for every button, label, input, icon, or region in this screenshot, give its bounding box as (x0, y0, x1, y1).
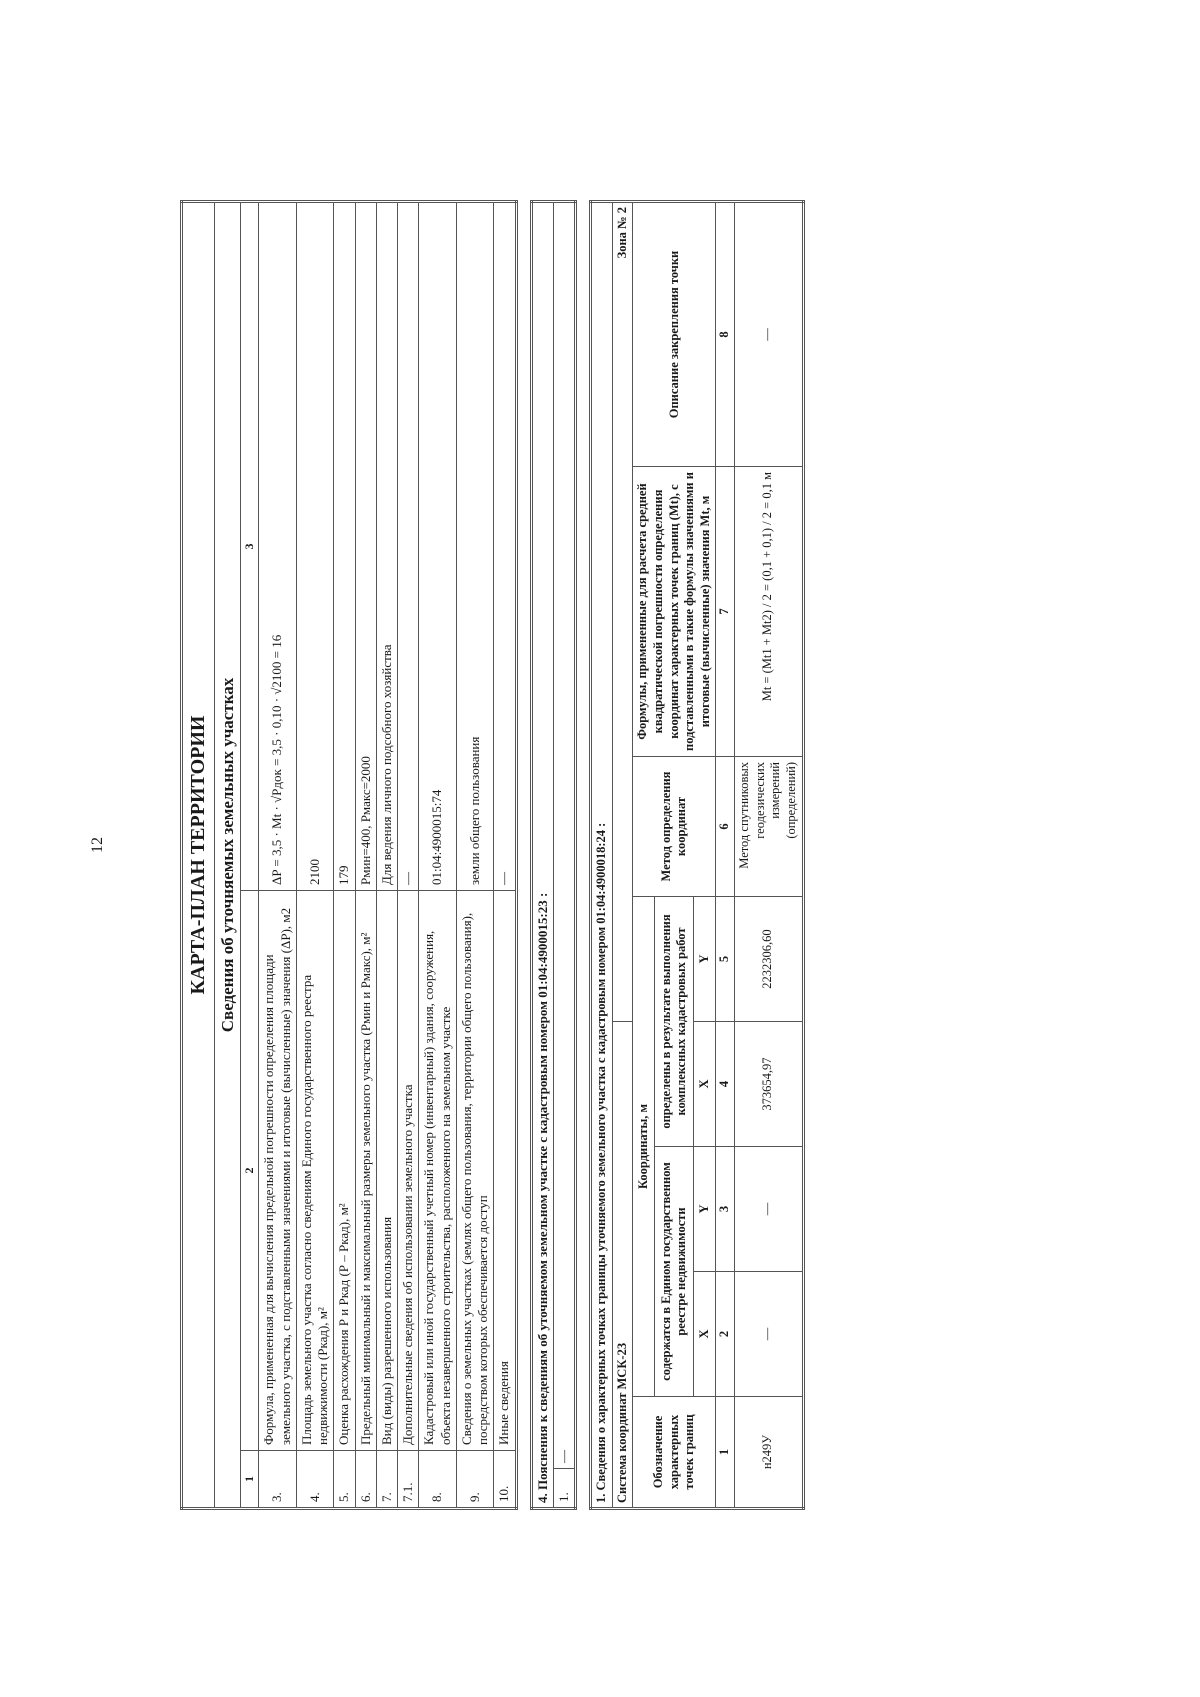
table-row: 7.1. Дополнительные сведения об использовании земельного участка — (398, 202, 419, 1509)
header-egrn: содержатся в Едином государственном реестре недвижимости (655, 1147, 694, 1397)
header-point: Обозначение характерных точек границ (633, 1397, 716, 1509)
section1-title: 1. Сведения о характерных точках границы уточняемого земельного участка с кадастровым номером 01:04:4900018:24 : (591, 202, 613, 1509)
header-method: Метод определения координат (633, 757, 716, 897)
coord-system: Система координат МСК-23 (612, 1022, 633, 1509)
territory-info-table (180, 200, 518, 1510)
header-formula: Формулы, примененные для расчета средней квадратической погрешности определения координат характерных точек границ (Mt), с подставленными в такие формулы значениями и итоговые (вычисленные) значения Mt, м (633, 467, 716, 757)
section4-table (530, 200, 578, 1510)
col-num-1: 1 (716, 1397, 735, 1509)
header-egrn-y: Y (694, 1147, 716, 1272)
col-header-2: 2 (241, 891, 259, 1451)
col-header-1: 1 (241, 1451, 259, 1509)
col-num-7: 7 (716, 467, 735, 757)
table-row: 3. Формула, примененная для вычисления предельной погрешности определения площади земельного участка, с подставленными значениями и итоговые (вычисленные) значения (ΔP), м2 ΔP = 3,5 · Mt · √Pдок = 3,5 · 0,10 · √2100 = 16 (259, 202, 297, 1509)
header-result: определены в результате выполнения комплексных кадастровых работ (655, 897, 694, 1147)
table-row: 4. Площадь земельного участка согласно сведениям Единого государственного реестра недвижимости (Ркад), м² 2100 (296, 202, 334, 1509)
header-result-x: X (694, 1022, 716, 1147)
rotated-document-sheet (180, 200, 1060, 1510)
table-row: 7. Вид (виды) разрешенного использования Для ведения личного подсобного хозяйства (376, 202, 397, 1509)
table-row: 1. — (553, 202, 575, 1509)
col-num-6: 6 (716, 757, 735, 897)
document-title: КАРТА-ПЛАН ТЕРРИТОРИИ (182, 202, 215, 1509)
col-num-3: 3 (716, 1147, 735, 1272)
table-row: 9. Сведения о земельных участках (землях общего пользования, территории общего пользования), посредством которых обеспечивается доступ земли общего пользования (456, 202, 494, 1509)
header-coords: Координаты, м (633, 897, 655, 1397)
header-description: Описание закрепления точки (633, 202, 716, 467)
table-row: 8. Кадастровый или иной государственный учетный номер (инвентарный) здания, сооружения, объекта незавершенного строительства, расположенного на земельном участке 01:04:4900015:74 (419, 202, 457, 1509)
col-num-4: 4 (716, 1022, 735, 1147)
table-row: 10. Иные сведения — (494, 202, 516, 1509)
col-num-5: 5 (716, 897, 735, 1022)
header-result-y: Y (694, 897, 716, 1022)
table-row: 5. Оценка расхождения Р и Ркад (Р – Ркад), м² 179 (334, 202, 355, 1509)
page-number: 12 (89, 837, 106, 853)
coordinates-table (589, 200, 805, 1510)
header-egrn-x: X (694, 1272, 716, 1397)
table-row: 6. Предельный минимальный и максимальный размеры земельного участка (Рмин и Рмакс), м² Рмин=400, Рмакс=2000 (355, 202, 376, 1509)
col-num-2: 2 (716, 1272, 735, 1397)
col-header-3: 3 (241, 202, 259, 891)
section4-title: 4. Пояснения к сведениям об уточняемом земельном участке с кадастровым номером 01:04:4900015:23 : (531, 202, 553, 1509)
col-num-8: 8 (716, 202, 735, 467)
zone: Зона № 2 (612, 202, 633, 1022)
table-row: н249У — — 373654,97 2232306,60 Метод спутниковых геодезических измерений (определений) Mt = (Mt1 + Mt2) / 2 = (0,1 + 0,1) / 2 = 0,1 м — (735, 202, 804, 1509)
section-title: Сведения об уточняемых земельных участках (215, 202, 241, 1509)
